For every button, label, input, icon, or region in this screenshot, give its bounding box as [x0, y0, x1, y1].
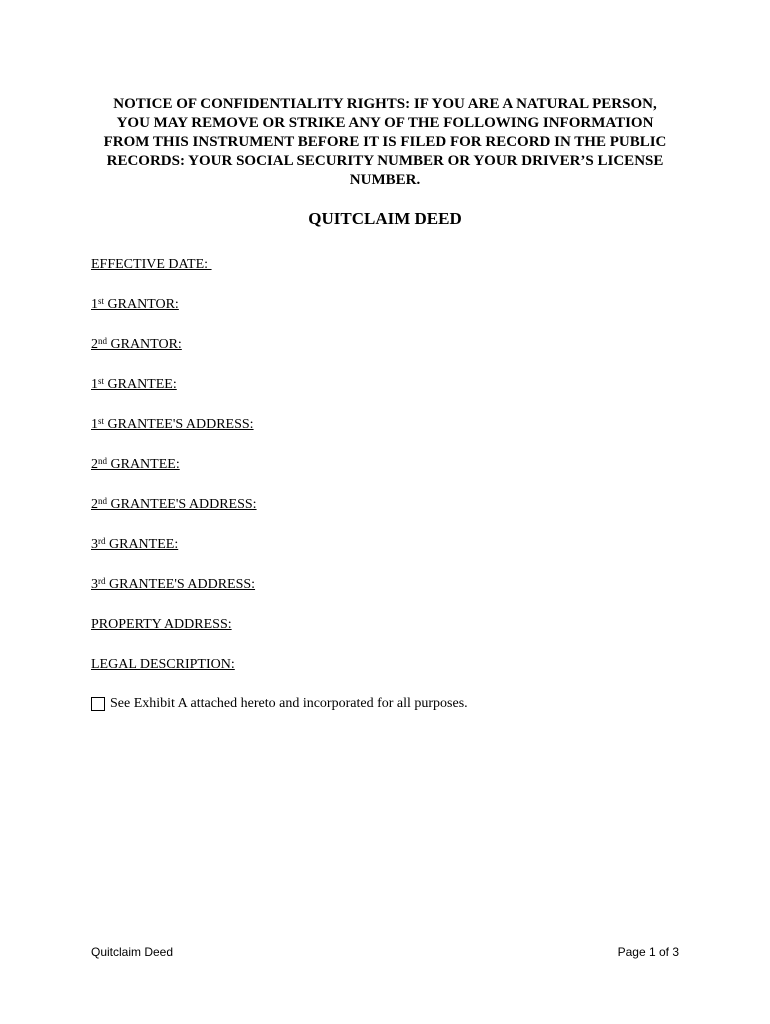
ordinal-suffix: rd: [98, 536, 106, 546]
third-grantee-label: [91, 537, 178, 553]
ordinal-number: 2: [91, 337, 98, 352]
notice-line: NUMBER.: [349, 172, 421, 188]
exhibit-option: [91, 695, 468, 712]
ordinal-number: 2: [91, 497, 98, 512]
ordinal-suffix: nd: [98, 496, 107, 506]
property-address-label: PROPERTY ADDRESS:: [91, 617, 232, 632]
footer-page-number: Page 1 of 3: [617, 945, 679, 959]
ordinal-suffix: st: [98, 296, 105, 306]
ordinal-suffix: nd: [98, 456, 107, 466]
ordinal-number: 1: [91, 297, 98, 312]
field-label-text: GRANTOR:: [104, 297, 179, 312]
field-label-text: GRANTEE'S ADDRESS:: [104, 417, 254, 432]
ordinal-number: 1: [91, 417, 98, 432]
effective-date-label: EFFECTIVE DATE:: [91, 257, 212, 272]
legal-description-label: LEGAL DESCRIPTION:: [91, 657, 235, 672]
second-grantee-label: [91, 457, 180, 473]
ordinal-number: 3: [91, 577, 98, 592]
ordinal-suffix: nd: [98, 336, 107, 346]
notice-line: FROM THIS INSTRUMENT BEFORE IT IS FILED FOR RECORD IN THE PUBLIC: [103, 134, 667, 150]
field-label-text: GRANTEE'S ADDRESS:: [107, 497, 257, 512]
field-label-text: GRANTOR:: [107, 337, 182, 352]
ordinal-number: 2: [91, 457, 98, 472]
first-grantor-label: [91, 297, 179, 313]
notice-line: NOTICE OF CONFIDENTIALITY RIGHTS: IF YOU ARE A NATURAL PERSON,: [113, 96, 657, 112]
ordinal-suffix: st: [98, 416, 105, 426]
exhibit-checkbox[interactable]: [91, 697, 105, 711]
field-label-text: GRANTEE:: [107, 457, 180, 472]
exhibit-label: See Exhibit A attached hereto and incorporated for all purposes.: [110, 696, 468, 711]
ordinal-number: 3: [91, 537, 98, 552]
first-grantee-address-label: [91, 417, 254, 433]
field-label-text: GRANTEE'S ADDRESS:: [105, 577, 256, 592]
ordinal-suffix: rd: [98, 576, 106, 586]
document-title: QUITCLAIM DEED: [308, 209, 462, 228]
ordinal-number: 1: [91, 377, 98, 392]
field-label-text: GRANTEE:: [104, 377, 177, 392]
second-grantee-address-label: [91, 497, 257, 513]
notice-line: RECORDS: YOUR SOCIAL SECURITY NUMBER OR YOUR DRIVER’S LICENSE: [106, 153, 664, 169]
second-grantor-label: [91, 337, 182, 353]
confidentiality-notice: [90, 95, 680, 190]
footer-document-name: Quitclaim Deed: [91, 945, 174, 959]
ordinal-suffix: st: [98, 376, 105, 386]
field-label-text: GRANTEE:: [105, 537, 179, 552]
first-grantee-label: [91, 377, 177, 393]
notice-line: YOU MAY REMOVE OR STRIKE ANY OF THE FOLLOWING INFORMATION: [116, 115, 654, 131]
third-grantee-address-label: [91, 577, 255, 593]
